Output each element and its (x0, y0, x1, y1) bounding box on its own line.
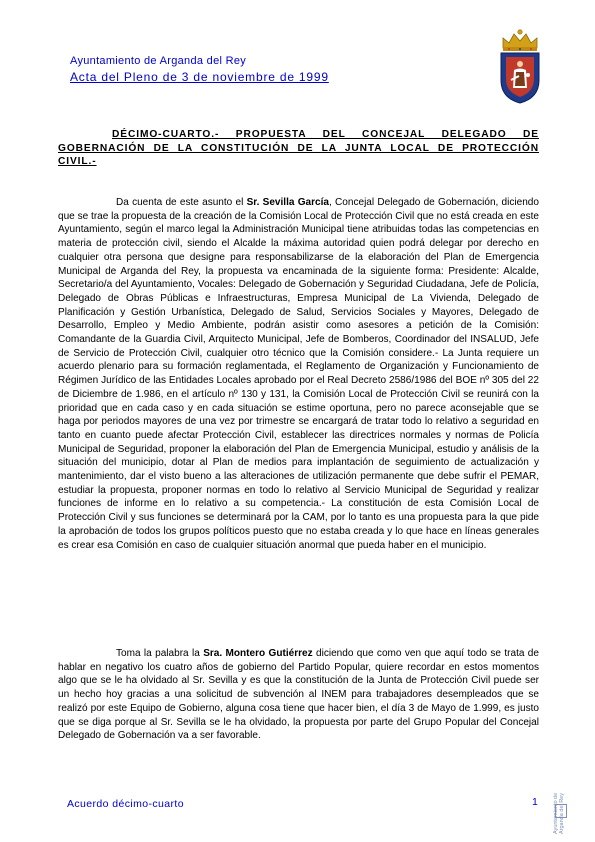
paragraph-body: diciendo que como ven que aquí todo se trata de hablar en negativo los cuatro años de gobierno del Partido Popular, quiere recordar en estos momentos algo que se le ha olvidado al Sr. Sevilla y es que la constitución de la Junta de Protección Civil puede ser un hecho hoy gracias a una solicitud de subvención al INEM para trabajadores desempleados que se realizó por este Equipo de Gobierno, alguna cosa tiene que hacer bien, el día 3 de Mayo de 1.999, es justo que se diga porque al Sr. Sevilla se le ha olvidado, la propuesta por parte del Grupo Popular del Concejal Delegado de Gobernación va a ser favorable. (58, 648, 539, 742)
agreement-title (58, 128, 539, 169)
header-organization: Ayuntamiento de Arganda del Rey (70, 55, 247, 67)
agreement-title-text: PROPUESTA DEL CONCEJAL DELEGADO DE GOBERNACIÓN DE LA CONSTITUCIÓN DE LA JUNTA LOCAL DE PROTECCIÓN CIVIL.- (58, 129, 539, 167)
agreement-separator: .- (211, 129, 220, 140)
speaker-name: Sr. Sevilla García (246, 197, 329, 208)
watermark-text (553, 716, 593, 834)
archive-watermark (553, 716, 593, 834)
watermark-line2: Arganda del Rey (559, 793, 566, 834)
municipal-crest-icon (497, 28, 543, 104)
paragraph-intro: Toma la palabra la (116, 648, 200, 659)
paragraph-montero (58, 647, 539, 743)
agreement-number: DÉCIMO-CUARTO (112, 129, 212, 140)
paragraph-intro: Da cuenta de este asunto el (116, 197, 244, 208)
watermark-line1: Ayuntamiento de (553, 792, 559, 834)
footer-agreement-label: Acuerdo décimo-cuarto (67, 798, 184, 810)
header-document-title: Acta del Pleno de 3 de noviembre de 1999 (70, 70, 329, 84)
speaker-name: Sra. Montero Gutiérrez (203, 648, 313, 659)
paragraph-body: , Concejal Delegado de Gobernación, diciendo que se trae la propuesta de la creación de la Comisión Local de Protección Civil que no está creada en este Ayuntamiento, según el marco legal la Administración Municipal tiene atribuidas todas las competencias en materia de protección civil, siendo el Alcalde la máxima autoridad quien podrá delegar por derecho en cualquier otra persona que designe para responsabilizarse de la elaboración del Plan de Emergencia Municipal de Arganda del Rey, la propuesta va encaminada de la siguiente forma: Presidente: Alcalde, Secretario/a del Ayuntamiento, Vocales: Delegado de Gobernación y Seguridad Ciudadana, Jefe de Policía, Delegado de Obras Públicas e Infraestructuras, Empresa Municipal de La Vivienda, Delegado de Planificación y Gestión Urbanística, Delegado de Salud, Servicios Sociales y Mayores, Delegado de Desarrollo, Empleo y Medio Ambiente, podrán asistir como asesores a petición de la Comisión: Comandante de la Guardia Civil, Arquitecto Municipal, Jefe de Bomberos, Coordinador del INSALUD, Jefe de Servicio de Protección Civil, cualquier otro técnico que la Comisión considere.- La Junta requiere un acuerdo plenario para su formación reglamentada, el Reglamento de Organización y Funcionamiento de Régimen Jurídico de las Entidades Locales aprobado por el Real Decreto 2586/1986 del BOE nº 305 del 22 de Diciembre de 1.986, en el artículo nº 130 y 131, la Comisión Local de Protección Civil se reunirá con la prioridad que en cada caso y en cada situación se estime oportuna, pero no parece aconsejable que se haga por periodos mayores de una vez por trimestre se encargará de tratar todo lo relativo a seguridad en tanto en cuanto puede afectar Protección Civil, establecer las directrices normales y normas de Policía Municipal de Seguridad, proponer la elaboración del Plan de Emergencia Municipal, estudio y análisis de la situación del municipio, dotar al Plan de medios para implantación de seguimiento de actualización y mantenimiento, dar el visto bueno a las alteraciones de utilización permanente que debe sufrir el PEMAR, estudiar la propuesta, proponer normas en todo lo relativo al Servicio Municipal de Seguridad y realizar funciones de informe en lo relativo a su competencia.- La constitución de esta Comisión Local de Protección Civil y sus funciones se determinará por la CAM, por lo tanto es una propuesta para la que pide la aprobación de todos los grupos políticos puesto que no estaba creada y lo que hace en líneas generales es crear esa Comisión en caso de cualquier situación anormal que pueda haber en el municipio. (58, 197, 539, 551)
paragraph-sevilla (58, 196, 539, 552)
page-number: 1 (532, 796, 538, 808)
